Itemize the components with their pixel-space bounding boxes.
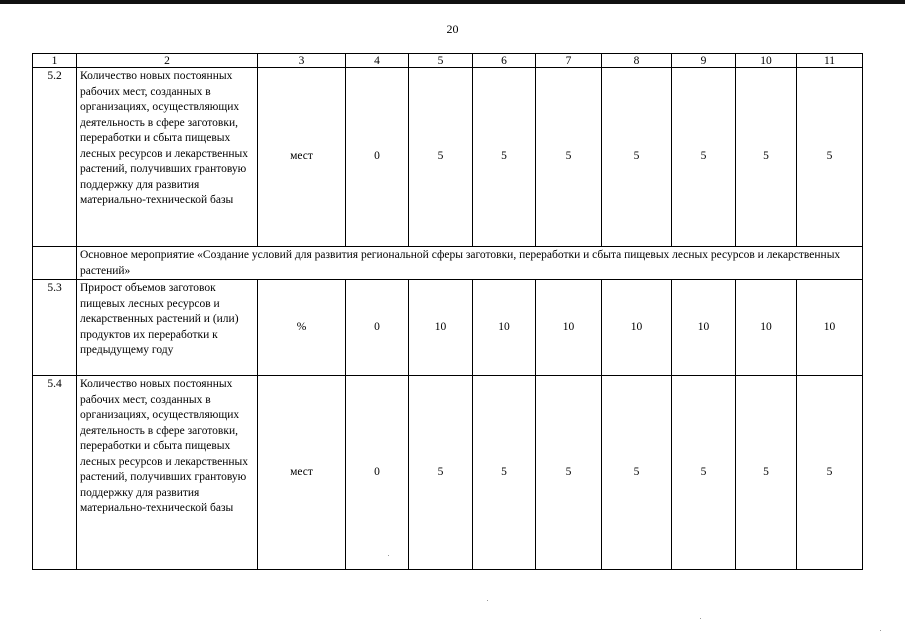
value-cell: 5 (602, 376, 672, 570)
value-cell: 5 (672, 376, 736, 570)
value-cell: 5 (473, 376, 536, 570)
table-row (33, 376, 863, 570)
scan-speck (388, 555, 389, 556)
value-cell: 5 (536, 68, 602, 247)
scan-speck (880, 630, 881, 631)
value-cell: 5 (736, 68, 797, 247)
section-number-cell (33, 247, 77, 280)
unit-cell: мест (258, 68, 346, 247)
value-cell: 5 (602, 68, 672, 247)
value-cell: 5 (473, 68, 536, 247)
unit-cell: % (258, 280, 346, 376)
value-cell: 5 (797, 376, 863, 570)
row-number: 5.4 (33, 376, 77, 570)
column-header: 5 (409, 54, 473, 68)
column-header: 2 (77, 54, 258, 68)
value-cell: 5 (409, 68, 473, 247)
value-cell: 10 (602, 280, 672, 376)
table-row (33, 68, 863, 247)
column-header: 3 (258, 54, 346, 68)
section-title: Основное мероприятие «Создание условий для развития региональной сферы заготовки, переработки и сбыта пищевых лесных ресурсов и лекарственных растений» (77, 247, 863, 280)
table-row (33, 280, 863, 376)
row-number: 5.3 (33, 280, 77, 376)
unit-cell: мест (258, 376, 346, 570)
value-cell: 10 (672, 280, 736, 376)
column-header: 8 (602, 54, 672, 68)
indicator-description: Количество новых постоянных рабочих мест, созданных в организациях, осуществляющих деятельность в сфере заготовки, переработки и сбыта пищевых лесных ресурсов и лекарственных растений, получивших грантовую поддержку для развития материально-технической базы (77, 68, 258, 247)
value-cell: 5 (736, 376, 797, 570)
scan-speck (487, 600, 488, 601)
column-header: 6 (473, 54, 536, 68)
column-header: 9 (672, 54, 736, 68)
value-cell: 0 (346, 68, 409, 247)
column-header: 4 (346, 54, 409, 68)
value-cell: 5 (672, 68, 736, 247)
column-header: 1 (33, 54, 77, 68)
column-number-row (33, 54, 863, 68)
row-number: 5.2 (33, 68, 77, 247)
scan-speck (700, 618, 701, 619)
value-cell: 5 (409, 376, 473, 570)
value-cell: 10 (536, 280, 602, 376)
page-number: 20 (446, 22, 459, 36)
value-cell: 10 (473, 280, 536, 376)
value-cell: 0 (346, 376, 409, 570)
column-header: 10 (736, 54, 797, 68)
top-border-line (0, 0, 905, 4)
column-header: 11 (797, 54, 863, 68)
indicators-table (32, 53, 863, 570)
section-row (33, 247, 863, 280)
value-cell: 10 (409, 280, 473, 376)
indicator-description: Прирост объемов заготовок пищевых лесных ресурсов и лекарственных растений и (или) продуктов их переработки к предыдущему году (77, 280, 258, 376)
column-header: 7 (536, 54, 602, 68)
indicator-description: Количество новых постоянных рабочих мест, созданных в организациях, осуществляющих деятельность в сфере заготовки, переработки и сбыта пищевых лесных ресурсов и лекарственных растений, получивших грантовую поддержку для развития материально-технической базы (77, 376, 258, 570)
value-cell: 10 (736, 280, 797, 376)
value-cell: 10 (797, 280, 863, 376)
value-cell: 0 (346, 280, 409, 376)
value-cell: 5 (797, 68, 863, 247)
value-cell: 5 (536, 376, 602, 570)
